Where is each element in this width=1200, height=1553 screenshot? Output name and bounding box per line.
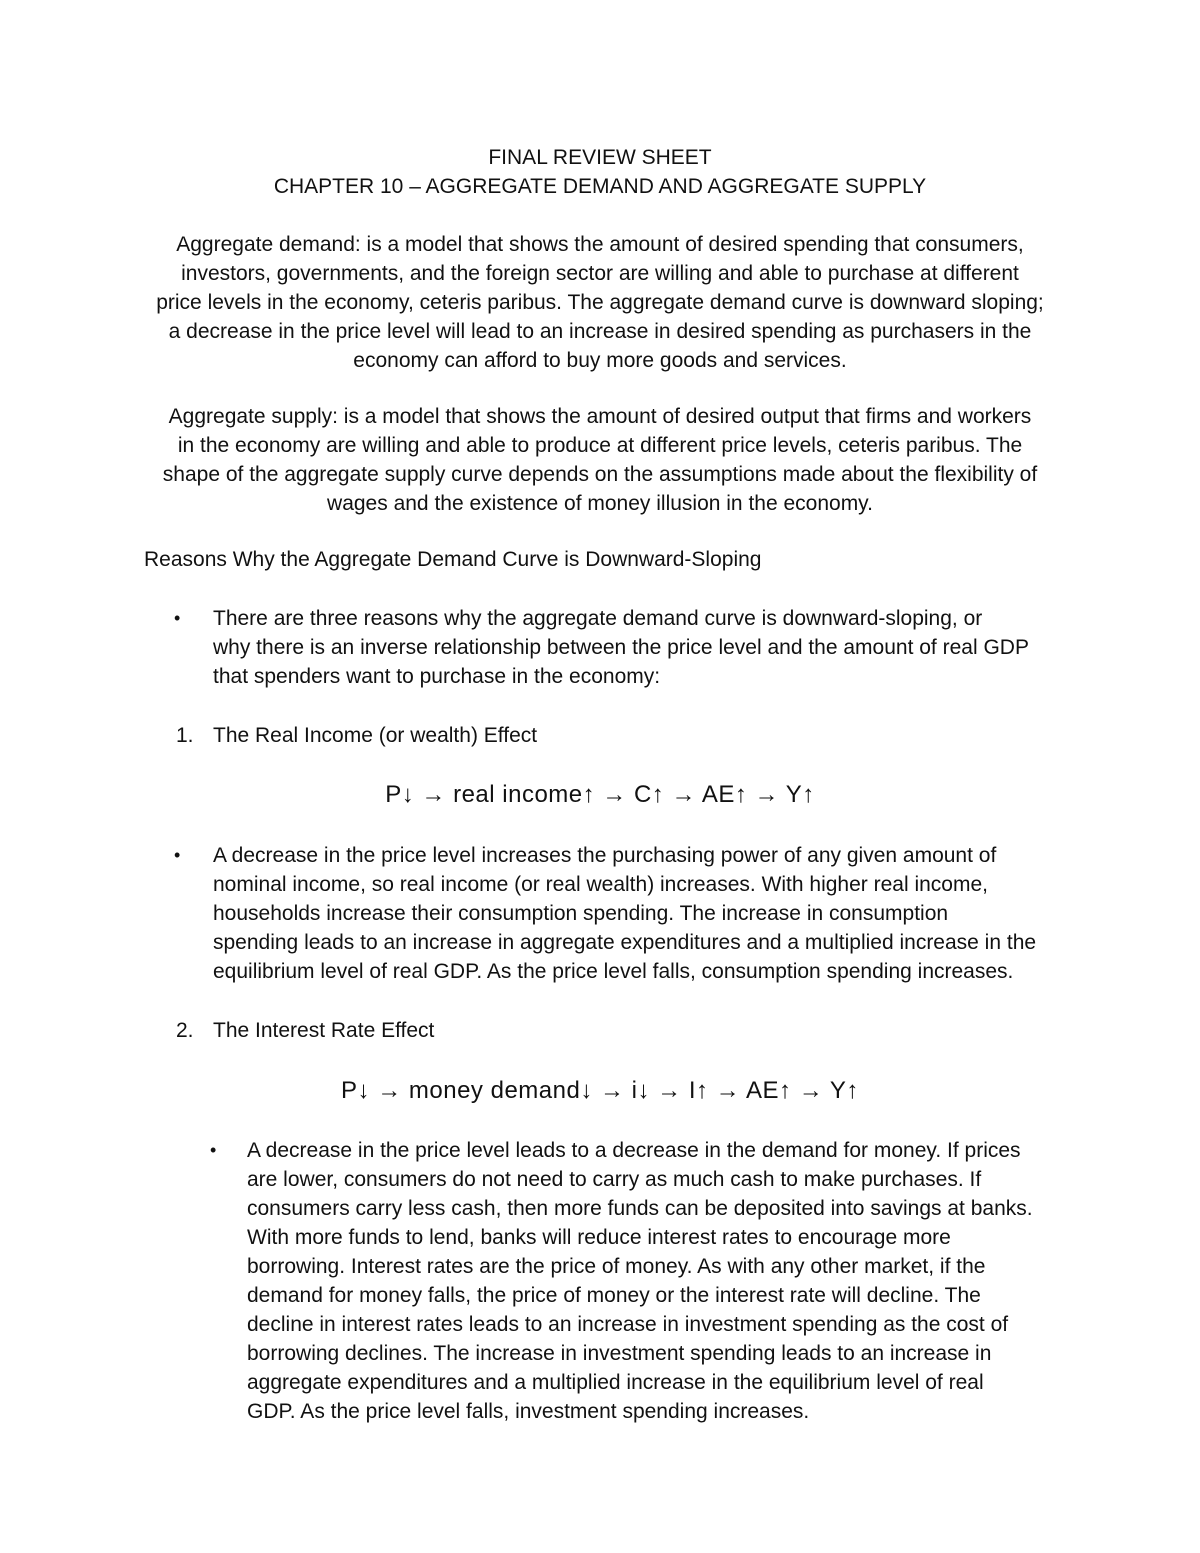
item-label: The Interest Rate Effect	[213, 1019, 435, 1042]
text-line: A decrease in the price level leads to a decrease in the demand for money. If prices	[247, 1139, 1021, 1162]
item-label: The Real Income (or wealth) Effect	[213, 724, 538, 747]
aggregate-demand-paragraph	[130, 230, 1070, 375]
text-line: demand for money falls, the price of money or the interest rate will decline. The	[247, 1284, 981, 1307]
text-line: nominal income, so real income (or real wealth) increases. With higher real income,	[213, 873, 988, 896]
text-line: consumers carry less cash, then more funds can be deposited into savings at banks.	[247, 1197, 1033, 1220]
text-line: wages and the existence of money illusion in the economy.	[327, 492, 873, 515]
bullet-glyph: •	[210, 1140, 217, 1160]
item-number: 1.	[176, 724, 194, 747]
text-line: economy can afford to buy more goods and services.	[353, 349, 847, 372]
document-title: FINAL REVIEW SHEET	[488, 146, 712, 169]
text-line: GDP. As the price level falls, investment spending increases.	[247, 1400, 810, 1423]
real-income-effect-formula: P↓ → real income↑ → C↑ → AE↑ → Y↑	[385, 781, 815, 808]
item-number: 2.	[176, 1019, 194, 1042]
text-line: that spenders want to purchase in the economy:	[213, 665, 661, 688]
text-line: households increase their consumption spending. The increase in consumption	[213, 902, 949, 925]
text-line: A decrease in the price level increases the purchasing power of any given amount of	[213, 844, 997, 867]
text-line: shape of the aggregate supply curve depends on the assumptions made about the flexibility of	[162, 463, 1038, 486]
text-line: Aggregate supply: is a model that shows the amount of desired output that firms and workers	[168, 405, 1032, 428]
text-line: a decrease in the price level will lead to an increase in desired spending as purchasers in the	[168, 320, 1032, 343]
text-line: There are three reasons why the aggregate demand curve is downward-sloping, or	[213, 607, 983, 630]
section-title: Reasons Why the Aggregate Demand Curve is Downward-Sloping	[144, 548, 762, 571]
text-line: borrowing declines. The increase in investment spending leads to an increase in	[247, 1342, 992, 1365]
numbered-item-1	[176, 721, 537, 750]
document-header	[100, 143, 1100, 201]
text-line: aggregate expenditures and a multiplied increase in the equilibrium level of real	[247, 1371, 984, 1394]
text-line: investors, governments, and the foreign sector are willing and able to purchase at different	[181, 262, 1019, 285]
text-line: borrowing. Interest rates are the price of money. As with any other market, if the	[247, 1255, 986, 1278]
numbered-item-2	[176, 1016, 434, 1045]
text-line: spending leads to an increase in aggregate expenditures and a multiplied increase in the	[213, 931, 1037, 954]
bullet-glyph: •	[174, 845, 181, 865]
interest-rate-effect-formula: P↓ → money demand↓ → i↓ → I↑ → AE↑ → Y↑	[341, 1077, 859, 1104]
bullet-glyph: •	[174, 608, 181, 628]
text-line: in the economy are willing and able to produce at different price levels, ceteris paribus. The	[177, 434, 1023, 457]
aggregate-supply-paragraph	[130, 402, 1070, 518]
text-line: are lower, consumers do not need to carry as much cash to make purchases. If	[247, 1168, 982, 1191]
text-line: decline in interest rates leads to an increase in investment spending as the cost of	[247, 1313, 1009, 1336]
text-line: With more funds to lend, banks will reduce interest rates to encourage more	[247, 1226, 951, 1249]
text-line: Aggregate demand: is a model that shows the amount of desired spending that consumers,	[176, 233, 1024, 256]
text-line: why there is an inverse relationship between the price level and the amount of real GDP	[213, 636, 1029, 659]
text-line: equilibrium level of real GDP. As the price level falls, consumption spending increases.	[213, 960, 1014, 983]
text-line: price levels in the economy, ceteris paribus. The aggregate demand curve is downward sloping;	[156, 291, 1044, 314]
chapter-title: CHAPTER 10 – AGGREGATE DEMAND AND AGGREGATE SUPPLY	[273, 175, 927, 198]
